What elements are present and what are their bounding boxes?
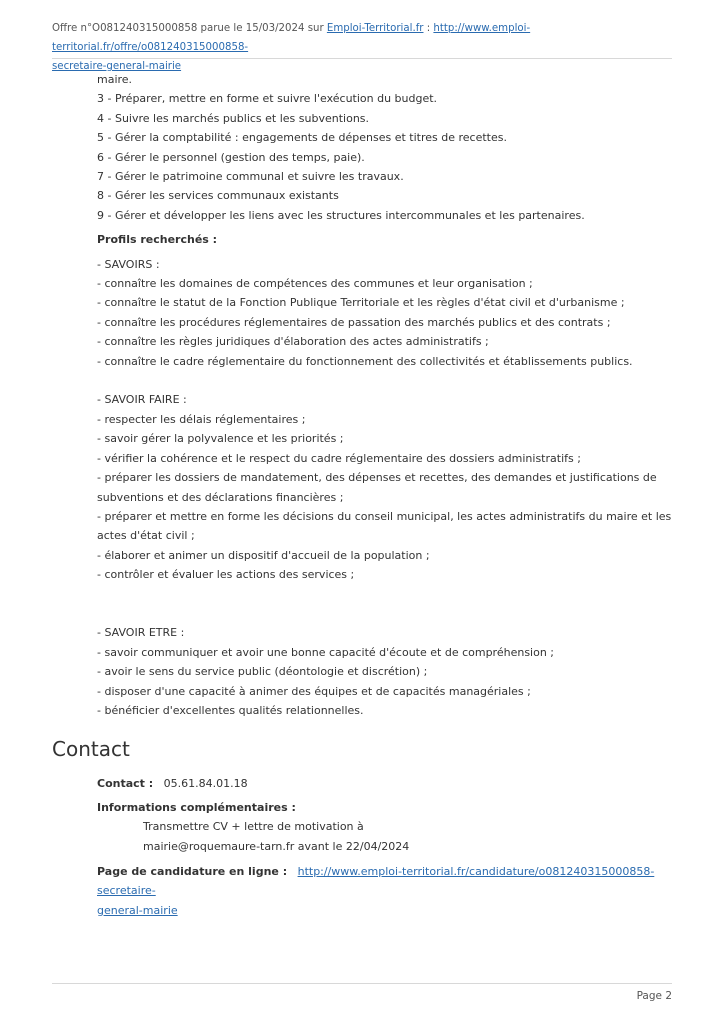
site-link[interactable]: Emploi-Territorial.fr: [326, 23, 424, 34]
savoirs-line: - connaître le cadre réglementaire du fonctionnement des collectivités et établissements publics.: [97, 354, 633, 368]
savoir-faire-line: - SAVOIR FAIRE :: [97, 393, 187, 407]
savoirs-line: - connaître les règles juridiques d'élaboration des actes administratifs ;: [97, 335, 489, 349]
mission-line: 9 - Gérer et développer les liens avec les structures intercommunales et les partenaires.: [97, 208, 585, 222]
savoir-etre-line: - savoir communiquer et avoir une bonne capacité d'écoute et de compréhension ;: [97, 645, 555, 659]
savoir-faire-line: - savoir gérer la polyvalence et les priorités ;: [97, 432, 344, 446]
savoir-etre-line: - disposer d'une capacité à animer des équipes et de capacités managériales ;: [97, 684, 531, 698]
candidature-url-part2: general-mairie: [97, 903, 178, 917]
mission-line: 3 - Préparer, mettre en forme et suivre l'exécution du budget.: [97, 92, 438, 106]
offer-body: [97, 70, 672, 720]
savoir-etre-line: - SAVOIR ETRE :: [97, 626, 185, 640]
info-complementaires-label: Informations complémentaires :: [97, 801, 296, 814]
savoirs-line: - connaître les domaines de compétences des communes et leur organisation ;: [97, 277, 533, 291]
info-complementaires-line: mairie@roquemaure-tarn.fr avant le 22/04/2024: [143, 839, 410, 853]
savoir-etre-list: [97, 623, 672, 720]
offer-reference: Offre n°O081240315000858 parue le 15/03/2024 sur: [52, 23, 327, 34]
missions-list: [97, 70, 672, 225]
savoirs-line: - SAVOIRS :: [97, 257, 160, 271]
savoirs-line: - connaître les procédures réglementaires de passation des marchés publics et des contrats ;: [97, 315, 611, 329]
footer-divider: [52, 983, 672, 984]
savoir-etre-line: - avoir le sens du service public (déontologie et discrétion) ;: [97, 665, 428, 679]
mission-line: 7 - Gérer le patrimoine communal et suivre les travaux.: [97, 170, 404, 184]
profils-heading: Profils recherchés :: [97, 233, 218, 247]
header-divider: [52, 58, 672, 59]
page-header: [52, 19, 672, 76]
offer-url-part2: secretaire-general-mairie: [52, 61, 182, 72]
mission-line: maire.: [97, 73, 133, 86]
mission-line: 8 - Gérer les services communaux existants: [97, 189, 339, 203]
spacer: [97, 585, 672, 624]
contact-heading: Contact: [52, 737, 130, 761]
contact-phone-row: [97, 774, 672, 793]
savoir-faire-list: [97, 390, 672, 584]
candidature-row: [97, 862, 672, 920]
info-complementaires-line: Transmettre CV + lettre de motivation à: [143, 820, 364, 834]
mission-line: 5 - Gérer la comptabilité : engagements de dépenses et titres de recettes.: [97, 131, 507, 145]
page-number: Page 2: [636, 990, 672, 1002]
savoir-etre-line: - bénéficier d'excellentes qualités relationnelles.: [97, 703, 364, 717]
savoir-faire-line: - contrôler et évaluer les actions des services ;: [97, 568, 355, 582]
savoirs-list: [97, 255, 672, 371]
contact-phone-label: Contact :: [97, 777, 154, 790]
savoir-faire-line: - respecter les délais réglementaires ;: [97, 412, 306, 426]
info-complementaires-row: [97, 798, 672, 856]
savoir-faire-line: - vérifier la cohérence et le respect du cadre réglementaire des dossiers administratifs ;: [97, 451, 581, 465]
spacer: [97, 371, 672, 390]
savoir-faire-line: - préparer les dossiers de mandatement, des dépenses et recettes, des demandes et justifications de subventions et des déclarations financières ;: [97, 471, 657, 504]
savoir-faire-line: - préparer et mettre en forme les décisions du conseil municipal, les actes administratifs du maire et les actes d'état civil ;: [97, 509, 672, 543]
candidature-url-part1: http://www.emploi-territorial.fr/candidature/o081240315000858-secretaire-: [97, 865, 655, 898]
savoir-faire-line: - élaborer et animer un dispositif d'accueil de la population ;: [97, 548, 430, 562]
candidature-label: Page de candidature en ligne :: [97, 865, 288, 878]
mission-line: 4 - Suivre les marchés publics et les subventions.: [97, 111, 370, 125]
contact-phone-value: 05.61.84.01.18: [163, 777, 248, 790]
header-separator: :: [423, 23, 434, 34]
offer-url-part1: http://www.emploi-territorial.fr/offre/o081240315000858-: [52, 23, 531, 53]
savoirs-line: - connaître le statut de la Fonction Publique Territoriale et les règles d'état civil et d'urbanisme ;: [97, 296, 625, 310]
mission-line: 6 - Gérer le personnel (gestion des temps, paie).: [97, 150, 365, 164]
